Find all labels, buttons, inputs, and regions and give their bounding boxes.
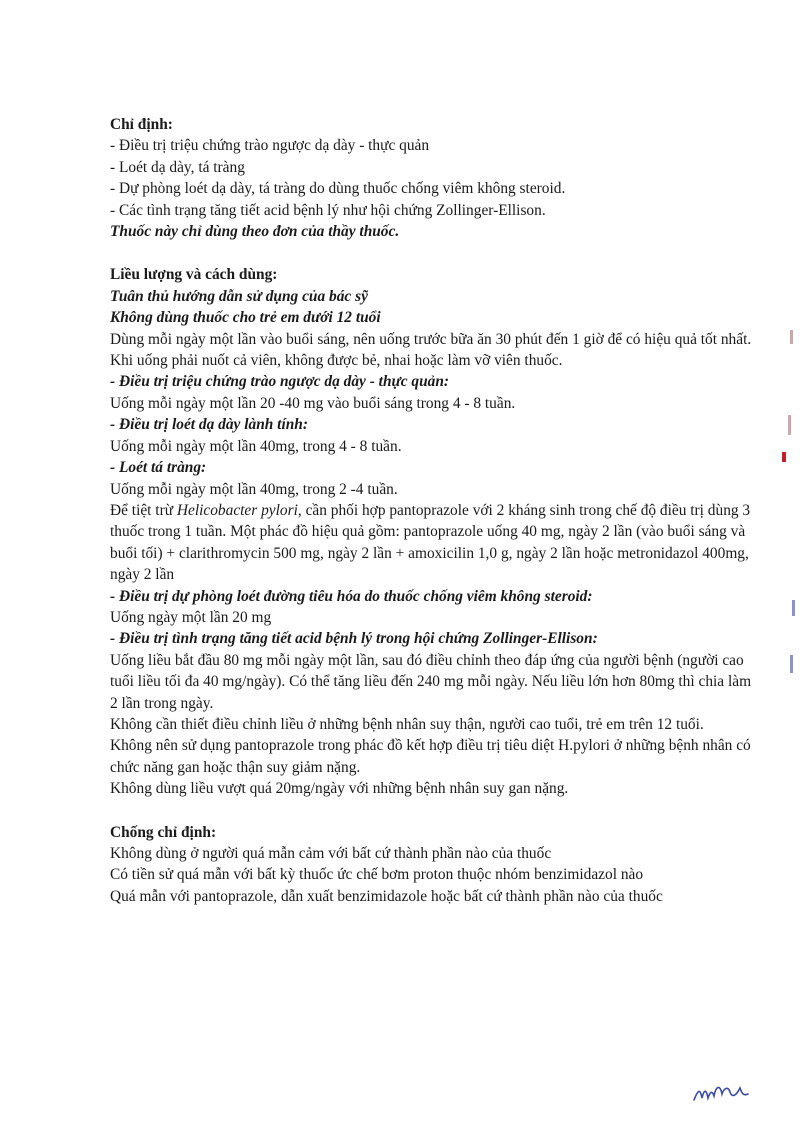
- dosage-subheading: - Điều trị tình trạng tăng tiết acid bệnh lý trong hội chứng Zollinger-Ellison:: [110, 630, 598, 648]
- document-body: [110, 114, 760, 907]
- dosage-subheading: - Điều trị triệu chứng trào ngược dạ dày - thực quản:: [110, 373, 450, 391]
- contraindication-item: Không dùng ở người quá mẫn cảm với bất cứ thành phần nào của thuốc: [110, 845, 552, 862]
- dosage-subheading: - Điều trị dự phòng loét đường tiêu hóa do thuốc chống viêm không steroid:: [110, 587, 593, 605]
- scan-edge-mark: [788, 415, 791, 435]
- indication-item: - Các tình trạng tăng tiết acid bệnh lý như hội chứng Zollinger-Ellison.: [110, 201, 546, 219]
- indications-heading: Chỉ định:: [110, 116, 173, 133]
- dosage-note: Tuân thủ hướng dẫn sử dụng của bác sỹ: [110, 287, 368, 305]
- dosage-note: Không dùng thuốc cho trẻ em dưới 12 tuổi: [110, 309, 381, 327]
- dosage-text: Uống mỗi ngày một lần 20 -40 mg vào buổi sáng trong 4 - 8 tuần.: [110, 394, 516, 412]
- dosage-subheading: - Điều trị loét dạ dày lành tính:: [110, 416, 308, 434]
- scan-edge-mark: [790, 655, 793, 673]
- edge-stamp-mark: [782, 452, 786, 462]
- indication-item: - Loét dạ dày, tá tràng: [110, 158, 245, 176]
- dosage-heading: Liều lượng và cách dùng:: [110, 266, 278, 284]
- hp-rest: , cần phối hợp pantoprazole với 2 kháng sinh trong chế độ điều trị dùng 3 thuốc trong 1 tuần. Một phác đồ hiệu quả gồm: pantoprazole uống 40 mg, ngày 2 lần (vào buổi sáng và buổi tối) + clarithromycin 500 mg, ngày 2 lần + amoxicilin 1,0 g, ngày 2 lần hoặc metronidazol 400mg, ngày 2 lần: [110, 501, 751, 584]
- dosage-subheading: - Loét tá tràng:: [110, 459, 207, 477]
- hp-eradication-paragraph: [110, 500, 760, 586]
- renal-paragraph: Không cần thiết điều chỉnh liều ở những bệnh nhân suy thận, người cao tuổi, trẻ em trên 12 tuổi.: [110, 715, 704, 733]
- contraindications-heading: Chống chỉ định:: [110, 823, 217, 841]
- indication-item: - Dự phòng loét dạ dày, tá tràng do dùng thuốc chống viêm không steroid.: [110, 180, 566, 198]
- indication-item: - Điều trị triệu chứng trào ngược dạ dày - thực quản: [110, 137, 430, 155]
- contraindication-item: Quá mẫn với pantoprazole, dẫn xuất benzimidazole hoặc bất cứ thành phần nào của thuốc: [110, 887, 663, 905]
- liver-paragraph: Không dùng liều vượt quá 20mg/ngày với những bệnh nhân suy gan nặng.: [110, 780, 569, 798]
- dosage-text: Uống liều bắt đầu 80 mg mỗi ngày một lần, sau đó điều chỉnh theo đáp ứng của người bệnh (người cao tuổi liều tối đa 40 mg/ngày). Có thể tăng liều đến 240 mg mỗi ngày. Nếu liều lớn hơn 80mg thì chia làm 2 lần trong ngày.: [110, 651, 752, 712]
- dosage-text: Uống mỗi ngày một lần 40mg, trong 4 - 8 tuần.: [110, 437, 402, 455]
- scan-edge-mark: [792, 600, 795, 616]
- scan-edge-mark: [790, 330, 793, 344]
- dosage-intro: Dùng mỗi ngày một lần vào buổi sáng, nên uống trước bữa ăn 30 phút đến 1 giờ để có hiệu quả tốt nhất. Khi uống phải nuốt cả viên, không được bẻ, nhai hoặc làm vỡ viên thuốc.: [110, 330, 752, 370]
- hp-prefix: Để tiệt trừ: [110, 501, 177, 519]
- dosage-text: Uống mỗi ngày một lần 40mg, trong 2 -4 tuần.: [110, 480, 398, 498]
- hp-caution-paragraph: Không nên sử dụng pantoprazole trong phác đồ kết hợp điều trị tiêu diệt H.pylori ở những bệnh nhân có chức năng gan hoặc thận suy giảm nặng.: [110, 737, 751, 776]
- hp-organism-name: Helicobacter pylori: [176, 501, 298, 519]
- signature-icon: [690, 1072, 750, 1112]
- prescription-note: Thuốc này chỉ dùng theo đơn của thầy thuốc.: [110, 223, 400, 241]
- dosage-text: Uống ngày một lần 20 mg: [110, 608, 272, 626]
- contraindication-item: Có tiền sử quá mẫn với bất kỳ thuốc ức chế bơm proton thuộc nhóm benzimidazol nào: [110, 866, 644, 884]
